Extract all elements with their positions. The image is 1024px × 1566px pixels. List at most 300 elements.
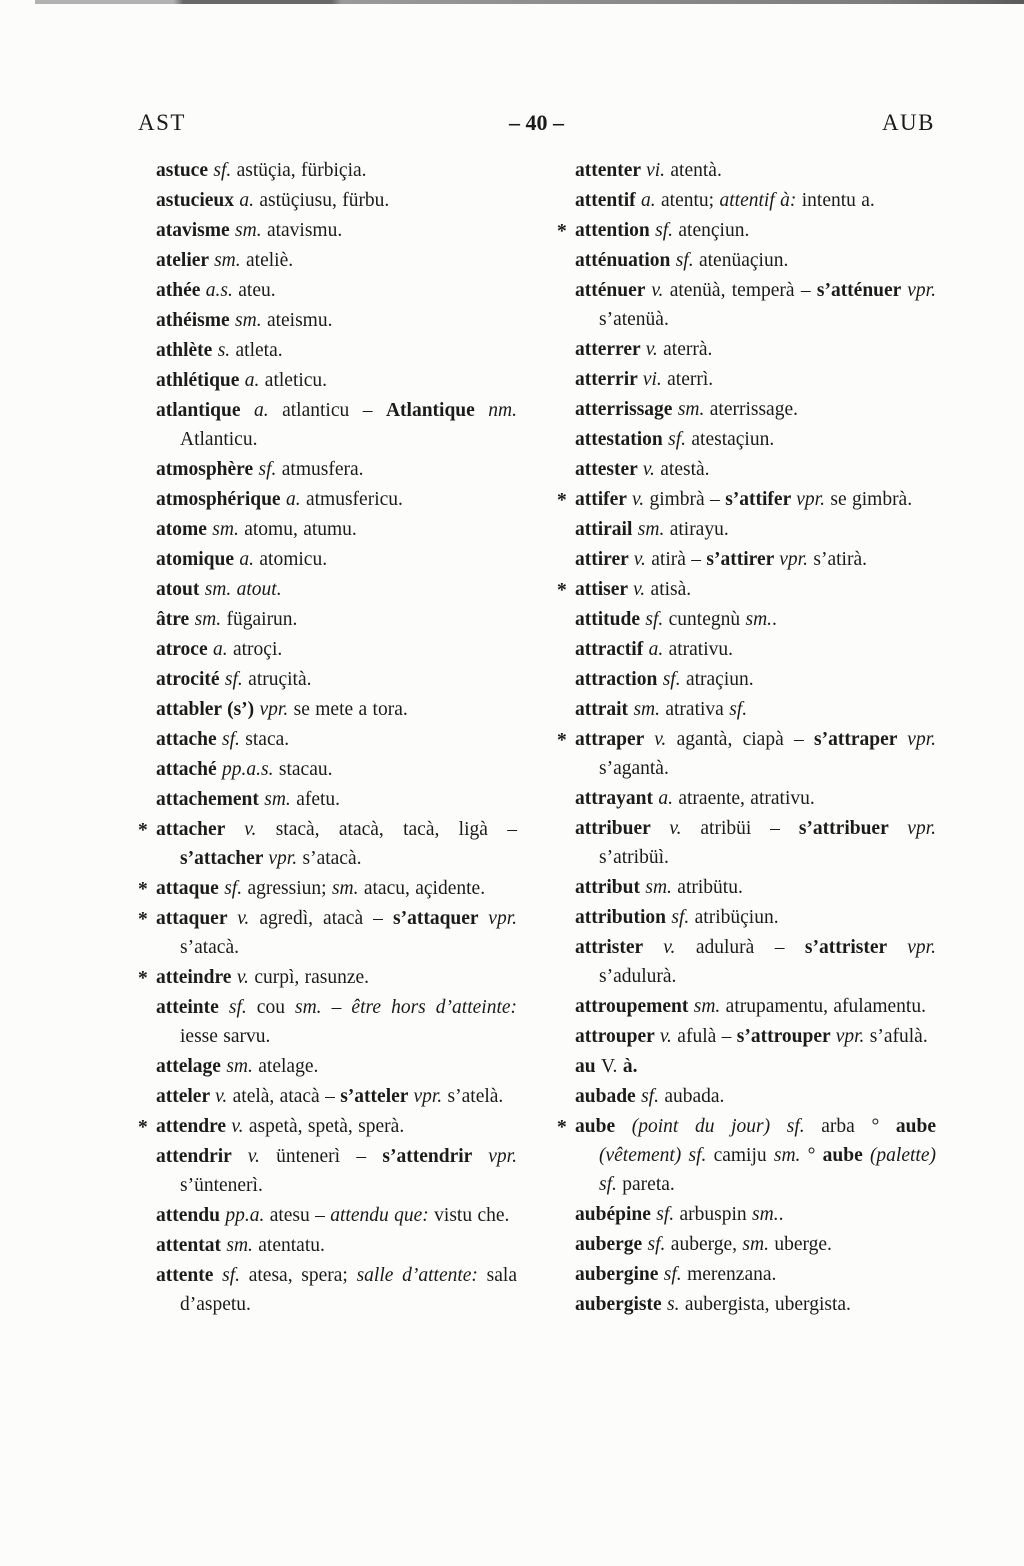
dictionary-entry (575, 814, 936, 872)
pos-label: sm. (204, 579, 232, 600)
headword: athéisme (156, 310, 236, 331)
translation-text: atestà. (654, 459, 710, 480)
translation-text: agressiun; (242, 878, 332, 899)
headword: attribution (575, 907, 672, 928)
pos-label: sf. (688, 1145, 707, 1166)
pos-label: s. (667, 1294, 680, 1315)
pos-label: sm. (745, 609, 773, 630)
headword: s’attrister (804, 937, 908, 958)
headword: attelage (156, 1056, 227, 1077)
dictionary-entry (557, 216, 936, 245)
headword: s’attrouper (736, 1026, 836, 1047)
translation-text: vistu che. (428, 1205, 510, 1226)
translation-text: se mete a tora. (288, 699, 408, 720)
translation-text: ateismu. (261, 310, 333, 331)
translation-text: . (772, 609, 777, 630)
homonym-star-marker: * (138, 820, 148, 841)
dictionary-entry (156, 455, 517, 484)
translation-text: astüçia, fürbiçia. (231, 160, 367, 181)
pos-label: attendu que: (330, 1205, 429, 1226)
headword: attention (575, 220, 656, 241)
translation-text: atisà. (645, 579, 692, 600)
dictionary-entry (138, 1112, 517, 1141)
headword: aubergine (575, 1264, 664, 1285)
headword: s’attribuer (798, 818, 908, 839)
pos-label: sf. (786, 1116, 805, 1137)
headword: attroupement (575, 996, 694, 1017)
homonym-star-marker: * (138, 879, 148, 900)
headword: atome (156, 519, 213, 540)
translation-text: s’atirà. (808, 549, 867, 570)
pos-label: v. (669, 818, 682, 839)
pos-label: vpr. (796, 489, 825, 510)
dictionary-entry (138, 963, 517, 992)
pos-label: a. (648, 639, 664, 660)
translation-text: atruçità. (242, 669, 312, 690)
translation-text: atribüçiun. (689, 907, 779, 928)
pos-label: v. (247, 1146, 260, 1167)
pos-label: sm. (773, 1145, 801, 1166)
headword: atténuer (575, 280, 652, 301)
pos-label: a.s. (205, 280, 233, 301)
translation-text: merenzana. (681, 1264, 777, 1285)
pos-label: v. (633, 579, 646, 600)
headword: attaque (156, 878, 225, 899)
headword: s’attirer (706, 549, 780, 570)
pos-label: sm. (693, 996, 721, 1017)
dictionary-entry (156, 785, 517, 814)
homonym-star-marker: * (138, 909, 148, 930)
headword: atteindre (156, 967, 237, 988)
dictionary-entry (156, 725, 517, 754)
headword: attabler (s’) (156, 699, 260, 720)
pos-label: sm. (645, 877, 672, 898)
homonym-star-marker: * (138, 968, 148, 989)
translation-text: atrativa (659, 699, 730, 720)
dictionary-entry (156, 1261, 517, 1319)
dictionary-entry (156, 276, 517, 305)
dictionary-entry (575, 1052, 936, 1081)
headword: s’attacher (180, 848, 269, 869)
pos-label: sf. (655, 220, 674, 241)
dictionary-entry (575, 1260, 936, 1289)
pos-label: vpr. (779, 549, 808, 570)
headword: atlantique (156, 400, 254, 421)
translation-text: agredì, atacà – (249, 908, 393, 929)
pos-label: sf. (662, 669, 681, 690)
pos-label: sm. (235, 310, 262, 331)
pos-label: sf. (656, 1204, 675, 1225)
translation-text: afetu. (290, 789, 341, 810)
translation-text: atmusfera. (276, 459, 364, 480)
dictionary-entry (156, 485, 517, 514)
translation-text: atençiun. (673, 220, 750, 241)
headword: attrister (575, 937, 664, 958)
translation-text: s’atacà. (297, 848, 362, 869)
translation-text: stacà, atacà, tacà, ligà – (256, 819, 517, 840)
headword: attestation (575, 429, 669, 450)
headword: attaquer (156, 908, 238, 929)
dictionary-entry (557, 485, 936, 514)
translation-text: cuntegnù (663, 609, 746, 630)
translation-text: curpì, rasunze. (248, 967, 370, 988)
pos-label: sm. (214, 250, 241, 271)
pos-label: sf. (663, 1264, 682, 1285)
translation-text: atribüi – (681, 818, 799, 839)
pos-label: sf. (222, 729, 240, 750)
headword: s’attifer (725, 489, 797, 510)
dictionary-entry (575, 873, 936, 902)
headword: attribuer (575, 818, 670, 839)
dictionary-entry (575, 665, 936, 694)
dictionary-entry (575, 156, 936, 185)
dictionary-entry (575, 455, 936, 484)
dictionary-entry (575, 186, 936, 215)
pos-label: sf. (729, 699, 748, 720)
headword: attirer (575, 549, 634, 570)
translation-text: atestaçiun. (686, 429, 775, 450)
pos-label: sm. (212, 519, 239, 540)
dictionary-entry (156, 605, 517, 634)
headword: Atlantique (385, 400, 489, 421)
headword: attractif (575, 639, 649, 660)
headword: attacher (156, 819, 245, 840)
pos-label: sm. (752, 1204, 779, 1225)
headword: attribut (575, 877, 646, 898)
headword: s’atteler (340, 1086, 414, 1107)
headword: aube (895, 1116, 936, 1137)
dictionary-entry (156, 993, 517, 1051)
translation-text: atleta. (230, 340, 283, 361)
header-section-right: AUB (881, 110, 935, 135)
headword: aube (575, 1116, 632, 1137)
dictionary-entry (156, 306, 517, 335)
dictionary-entry (575, 425, 936, 454)
dictionary-entry (575, 1082, 936, 1111)
headword: attrayant (575, 788, 659, 809)
headword: atteinte (156, 997, 229, 1018)
pos-label: sf. (671, 907, 690, 928)
translation-text: atenüaçiun. (693, 250, 789, 271)
translation-text: s’afulà. (864, 1026, 928, 1047)
headword: aubade (575, 1086, 642, 1107)
translation-text: atentà. (665, 160, 722, 181)
homonym-star-marker: * (557, 221, 567, 242)
dictionary-columns (138, 156, 936, 1320)
dictionary-entry (138, 874, 517, 903)
headword: aubépine (575, 1204, 657, 1225)
dictionary-entry (156, 1052, 517, 1081)
dictionary-entry (575, 903, 936, 932)
dictionary-entry (156, 396, 517, 454)
dictionary-entry (156, 1231, 517, 1260)
headword: athlète (156, 340, 218, 361)
translation-text: se gimbrà. (824, 489, 913, 510)
translation-text: atesa, spera; (240, 1265, 357, 1286)
translation-text: atlanticu – (268, 400, 386, 421)
translation-text: atentu; (655, 190, 720, 211)
headword: s’attraper (814, 729, 908, 750)
pos-label: sm. (677, 399, 705, 420)
translation-text: atirayu. (664, 519, 729, 540)
dictionary-entry (557, 1112, 936, 1199)
pos-label: vi. (642, 369, 662, 390)
headword: atavisme (156, 220, 236, 241)
headword: astucieux (156, 190, 240, 211)
translation-text: atavismu. (261, 220, 343, 241)
pos-label: sm. (226, 1235, 253, 1256)
headword: attente (156, 1265, 223, 1286)
translation-text: atraçiun. (680, 669, 754, 690)
pos-label: vpr. (907, 729, 937, 750)
pos-label: a. (239, 549, 254, 570)
pos-label: (vêtement) (599, 1145, 682, 1166)
pos-label: (point du jour) (631, 1116, 771, 1137)
headword: attifer (575, 489, 632, 510)
pos-label: sf. (645, 609, 664, 630)
pos-label: sf. (224, 669, 243, 690)
translation-text: ateliè. (240, 250, 294, 271)
translation-text: s’agantà. (599, 758, 669, 779)
pos-label: pp.a.s. (222, 759, 274, 780)
pos-label: atout. (236, 579, 282, 600)
translation-text: Atlanticu. (180, 429, 258, 450)
headword: attaché (156, 759, 223, 780)
headword: atroce (156, 639, 213, 660)
dictionary-entry (156, 545, 517, 574)
pos-label: sm. (264, 789, 291, 810)
pos-label: sf. (258, 459, 277, 480)
translation-text: sala d’aspetu. (180, 1265, 517, 1315)
headword: aube (822, 1145, 870, 1166)
headword: atrocité (156, 669, 225, 690)
translation-text: atelà, atacà – (227, 1086, 341, 1107)
translation-text: auberge, (665, 1234, 743, 1255)
translation-text: staca. (239, 729, 290, 750)
dictionary-entry (575, 276, 936, 334)
pos-label: sm. (331, 878, 359, 899)
headword: astuce (156, 160, 214, 181)
dictionary-entry (575, 335, 936, 364)
translation-text: atenüà, temperà – (663, 280, 817, 301)
headword: auberge (575, 1234, 648, 1255)
pos-label: vpr. (907, 818, 937, 839)
translation-text: atelage. (252, 1056, 319, 1077)
pos-label: vpr. (259, 699, 289, 720)
dictionary-entry (156, 246, 517, 275)
translation-text (770, 1116, 787, 1137)
pos-label: sf. (641, 1086, 659, 1107)
pos-label: s. (217, 340, 231, 361)
translation-text: agantà, ciapà – (666, 729, 814, 750)
pos-label: vpr. (488, 908, 518, 929)
pos-label: v. (244, 819, 257, 840)
dictionary-entry (156, 216, 517, 245)
dictionary-entry (156, 1142, 517, 1200)
translation-text: atmusfericu. (300, 489, 403, 510)
translation-text: cou (246, 997, 296, 1018)
pos-label: vpr. (268, 848, 298, 869)
headword: atelier (156, 250, 215, 271)
translation-text: atraente, atrativu. (672, 788, 815, 809)
dictionary-entry (575, 1200, 936, 1229)
pos-label: sf. (675, 250, 694, 271)
page-header (138, 110, 935, 136)
headword: atout (156, 579, 205, 600)
headword: attache (156, 729, 223, 750)
headword: atterrissage (575, 399, 678, 420)
dictionary-entry (557, 575, 936, 604)
dictionary-entry (138, 904, 518, 962)
dictionary-entry (575, 695, 936, 724)
pos-label: sf. (224, 878, 243, 899)
homonym-star-marker: * (557, 730, 567, 751)
headword: atterrir (575, 369, 643, 390)
translation-text: aterrà. (657, 339, 713, 360)
headword: aubergiste (575, 1294, 668, 1315)
dictionary-entry (575, 1290, 936, 1319)
translation-text: stacau. (273, 759, 333, 780)
translation-text: atesu – (264, 1205, 331, 1226)
translation-text: atrativu. (663, 639, 734, 660)
page-number: – 40 – (509, 110, 564, 135)
translation-text: – (321, 997, 352, 1018)
headword: attirail (575, 519, 638, 540)
headword: atomique (156, 549, 240, 570)
headword: s’atténuer (816, 280, 908, 301)
pos-label: a. (285, 489, 301, 510)
translation-text: arba ° (804, 1116, 896, 1137)
dictionary-entry (575, 1022, 936, 1051)
dictionary-entry (575, 1230, 936, 1259)
pos-label: sm. (633, 699, 660, 720)
headword: atténuation (575, 250, 676, 271)
headword: attentif (575, 190, 642, 211)
translation-text: aterrissage. (704, 399, 798, 420)
headword: âtre (156, 609, 195, 630)
pos-label: salle d’attente: (356, 1265, 478, 1286)
dictionary-entry (156, 635, 517, 664)
headword: attraper (575, 729, 655, 750)
headword: attiser (575, 579, 634, 600)
dictionary-entry (575, 933, 936, 991)
pos-label: sm. (235, 220, 262, 241)
pos-label: sm. (637, 519, 665, 540)
headword: attachement (156, 789, 265, 810)
dictionary-entry (156, 575, 517, 604)
headword: athlétique (156, 370, 245, 391)
translation-text: astüçiusu, fürbu. (254, 190, 390, 211)
headword: atmosphère (156, 459, 259, 480)
pos-label: a. (641, 190, 656, 211)
dictionary-entry (575, 246, 936, 275)
pos-label: a. (254, 400, 269, 421)
pos-label: nm. (488, 400, 517, 421)
pos-label: vpr. (488, 1146, 517, 1167)
homonym-star-marker: * (557, 1117, 567, 1138)
pos-label: v. (651, 280, 664, 301)
headword: attrouper (575, 1026, 660, 1047)
pos-label: (palette) (869, 1145, 936, 1166)
headword: attendre (156, 1116, 232, 1137)
dictionary-entry (575, 605, 936, 634)
translation-text: aterrì. (661, 369, 714, 390)
pos-label: a. (658, 788, 673, 809)
dictionary-entry (575, 545, 936, 574)
translation-text: atentatu. (252, 1235, 325, 1256)
dictionary-entry (156, 336, 517, 365)
translation-text: atacu, açidente. (358, 878, 486, 899)
headword: à. (622, 1056, 638, 1077)
dictionary-entry (575, 992, 936, 1021)
translation-text: afulà – (671, 1026, 737, 1047)
translation-text: aspetà, spetà, sperà. (243, 1116, 405, 1137)
dictionary-entry (156, 186, 517, 215)
translation-text: camiju (706, 1145, 774, 1166)
translation-text: s’adulurà. (599, 966, 677, 987)
scan-artifact-line (35, 0, 1024, 4)
translation-text: atribütu. (671, 877, 743, 898)
translation-text: aubergista, ubergista. (679, 1294, 851, 1315)
dictionary-entry (156, 665, 517, 694)
translation-text: atomicu. (254, 549, 328, 570)
pos-label: vpr. (907, 937, 936, 958)
headword: attitude (575, 609, 646, 630)
dictionary-entry (156, 156, 517, 185)
column-right (557, 156, 936, 1320)
headword: attentat (156, 1235, 227, 1256)
translation-text: gimbrà – (644, 489, 726, 510)
translation-text: atleticu. (259, 370, 328, 391)
pos-label: v. (663, 937, 676, 958)
pos-label: sm. (226, 1056, 253, 1077)
dictionary-entry (575, 515, 936, 544)
translation-text: s’atacà. (180, 937, 239, 958)
translation-text: pareta. (616, 1174, 675, 1195)
pos-label: pp.a. (225, 1205, 265, 1226)
translation-text: s’atelà. (442, 1086, 504, 1107)
translation-text: aubada. (658, 1086, 725, 1107)
pos-label: v. (645, 339, 658, 360)
homonym-star-marker: * (557, 580, 567, 601)
headword: attraction (575, 669, 663, 690)
translation-text: s’atenüà. (599, 309, 669, 330)
pos-label: v. (633, 549, 646, 570)
dictionary-entry (575, 365, 936, 394)
headword: s’attaquer (393, 908, 489, 929)
pos-label: v. (659, 1026, 672, 1047)
headword: attendrir (156, 1146, 248, 1167)
pos-label: sf. (213, 160, 232, 181)
column-left (138, 156, 517, 1320)
headword: s’attendrir (382, 1146, 489, 1167)
dictionary-entry (156, 755, 517, 784)
pos-label: v. (236, 967, 249, 988)
headword: au (575, 1056, 601, 1077)
pos-label: sf. (647, 1234, 666, 1255)
homonym-star-marker: * (138, 1117, 148, 1138)
pos-label: v. (642, 459, 655, 480)
headword: atterrer (575, 339, 646, 360)
translation-text: ° (800, 1145, 823, 1166)
translation-text: . (778, 1204, 784, 1225)
pos-label: sm. (194, 609, 222, 630)
dictionary-entry (575, 395, 936, 424)
headword: attester (575, 459, 643, 480)
dictionary-entry (575, 784, 936, 813)
translation-text: arbuspin (674, 1204, 753, 1225)
translation-text: adulurà – (675, 937, 805, 958)
